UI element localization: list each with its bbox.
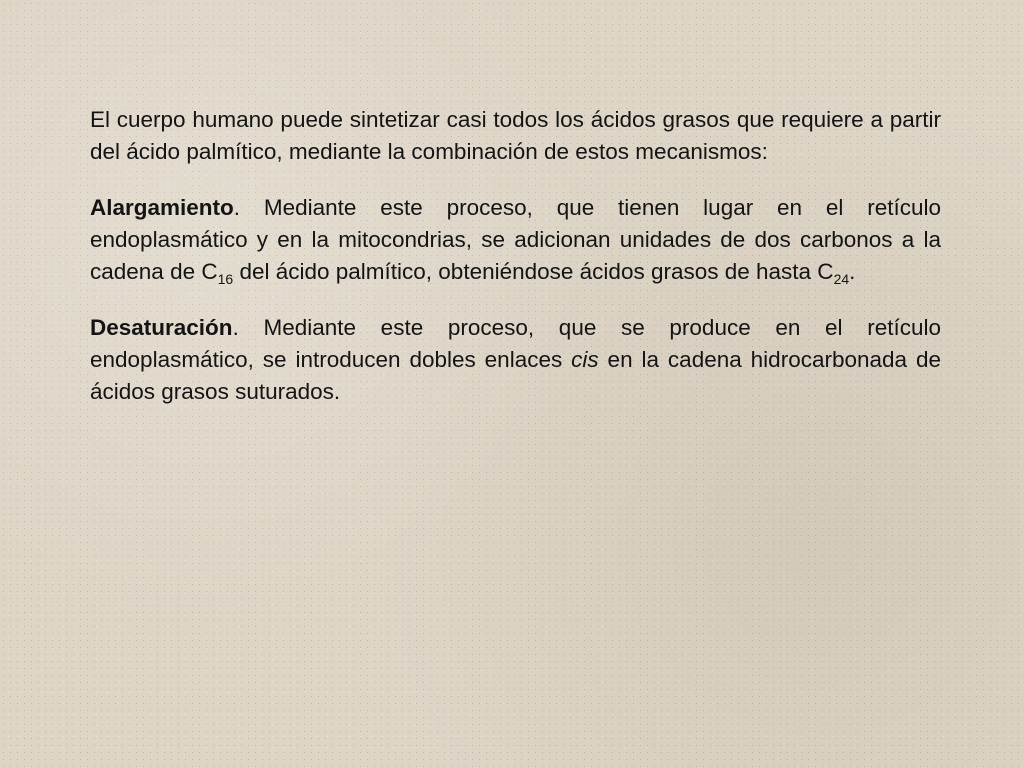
elongation-term: Alargamiento: [90, 195, 234, 220]
desaturation-term-punct: .: [232, 315, 239, 340]
elongation-text-1: Mediante este proceso, que tienen lugar en el retículo endoplasmático y en la mitocondrias, se adicionan unidades de dos carbonos a la cadena de C: [90, 195, 941, 284]
elongation-term-punct: .: [233, 195, 241, 220]
desaturation-paragraph: [90, 312, 941, 408]
cis-italic: cis: [571, 347, 599, 372]
slide-body: [90, 104, 941, 432]
desaturation-text-1: Mediante este proceso, que se produce en el retículo endoplasmático, se introducen dobles enlaces: [90, 315, 941, 372]
elongation-paragraph: [90, 192, 941, 288]
c24-subscript: 24: [833, 271, 850, 287]
desaturation-term: Desaturación: [90, 315, 233, 340]
desaturation-text-2: en la cadena hidrocarbonada de ácidos grasos suturados.: [90, 347, 941, 404]
intro-text: El cuerpo humano puede sintetizar casi todos los ácidos grasos que requiere a partir del ácido palmítico, mediante la combinación de estos mecanismos:: [90, 107, 941, 164]
elongation-text-2: del ácido palmítico, obteniéndose ácidos grasos de hasta C: [233, 259, 834, 284]
elongation-text-3: .: [849, 259, 856, 284]
c16-subscript: 16: [217, 271, 234, 287]
intro-paragraph: [90, 104, 941, 168]
